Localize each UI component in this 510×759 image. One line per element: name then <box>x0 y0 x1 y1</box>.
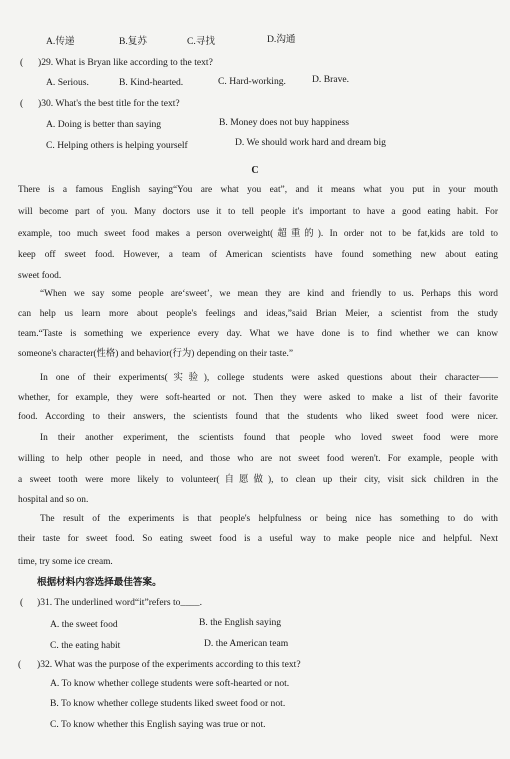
q30-stem: )30. What's the best title for the text? <box>38 98 180 109</box>
q28-option-a: A.传递 <box>46 36 75 47</box>
q30-option-a: A. Doing is better than saying <box>46 119 162 130</box>
passage-line-3: example, too much sweet food makes a person overweight(超重的). In order not to be fat,kids are told to <box>18 229 498 239</box>
q29-paren: ( <box>20 57 24 68</box>
q32-paren: ( <box>18 659 22 670</box>
passage-line-13: In their another experiment, the scientists found that people who loved sweet food were more <box>40 433 498 443</box>
passage-line-18: their taste for sweet food. So eating sweet food is a useful way to make people nice and helpful. Next <box>18 534 498 544</box>
q28-option-b: B.复苏 <box>119 36 147 47</box>
q30-paren: ( <box>20 98 24 109</box>
q29-option-d: D. Brave. <box>312 74 350 85</box>
q32-stem: )32. What was the purpose of the experiments according to this text? <box>37 659 301 670</box>
q29-option-a: A. Serious. <box>46 77 89 88</box>
section-label: C <box>251 165 259 176</box>
passage-line-16: hospital and so on. <box>18 495 89 505</box>
passage-line-19: time, try some ice cream. <box>18 557 113 567</box>
q29-option-b: B. Kind-hearted. <box>119 77 184 88</box>
q28-option-d: D.沟通 <box>267 34 296 45</box>
passage-line-12: food. According to their answers, the scientists found that the students who liked sweet food were nicer. <box>18 412 498 422</box>
passage-line-14: willing to help other people in need, and those who are not sweet food weren't. For example, people with <box>18 454 498 464</box>
passage-line-9: someone's character(性格) and behavior(行为) depending on their taste.” <box>18 349 294 359</box>
passage-line-7: can help us learn more about people's feelings and ideas,”said Brian Meier, a scientist from the study <box>18 309 498 319</box>
passage-line-5: sweet food. <box>18 271 62 281</box>
q29-stem: )29. What is Bryan like according to the text? <box>38 57 213 68</box>
q30-option-d: D. We should work hard and dream big <box>235 137 386 148</box>
passage-line-10: In one of their experiments(实验), college students were asked questions about their character—— <box>40 373 498 383</box>
q31-paren: ( <box>20 597 24 608</box>
q32-option-c: C. To know whether this English saying was true or not. <box>50 719 266 730</box>
passage-line-11: whether, for example, they were soft-hearted or not. Then they were asked to make a list of their favorite <box>18 393 498 403</box>
passage-line-6: “When we say some people are‘sweet’, we mean they are kind and friendly to us. Perhaps this word <box>40 289 498 299</box>
q30-option-b: B. Money does not buy happiness <box>219 117 350 128</box>
q30-option-c: C. Helping others is helping yourself <box>46 140 188 151</box>
q28-option-c: C.寻找 <box>187 36 215 47</box>
q31-stem: )31. The underlined word“it”refers to____. <box>37 597 202 608</box>
passage-line-15: a sweet tooth were more likely to volunteer(自愿做), to clean up their city, visit sick children in the <box>18 475 498 485</box>
q31-option-d: D. the American team <box>204 638 289 649</box>
passage-line-2: will become part of you. Many doctors use it to tell people it's important to have a good eating habit. For <box>18 207 498 217</box>
instruction: 根据材料内容选择最佳答案。 <box>37 577 162 588</box>
passage-line-4: keep off sweet food. However, a team of American scientists have found something new about eating <box>18 250 498 260</box>
q31-option-c: C. the eating habit <box>50 640 121 651</box>
passage-line-17: The result of the experiments is that people's helpfulness or being nice has something to do with <box>40 514 498 524</box>
q32-option-b: B. To know whether college students liked sweet food or not. <box>50 698 286 709</box>
passage-line-8: team.“Taste is something we experience every day. What we have done is to find whether we can know <box>18 329 498 339</box>
q31-option-b: B. the English saying <box>199 617 282 628</box>
q31-option-a: A. the sweet food <box>50 619 118 630</box>
q32-option-a: A. To know whether college students were soft-hearted or not. <box>50 678 290 689</box>
q29-option-c: C. Hard-working. <box>218 76 286 87</box>
passage-line-1: There is a famous English saying“You are what you eat”, and it means what you put in your mouth <box>18 185 498 195</box>
